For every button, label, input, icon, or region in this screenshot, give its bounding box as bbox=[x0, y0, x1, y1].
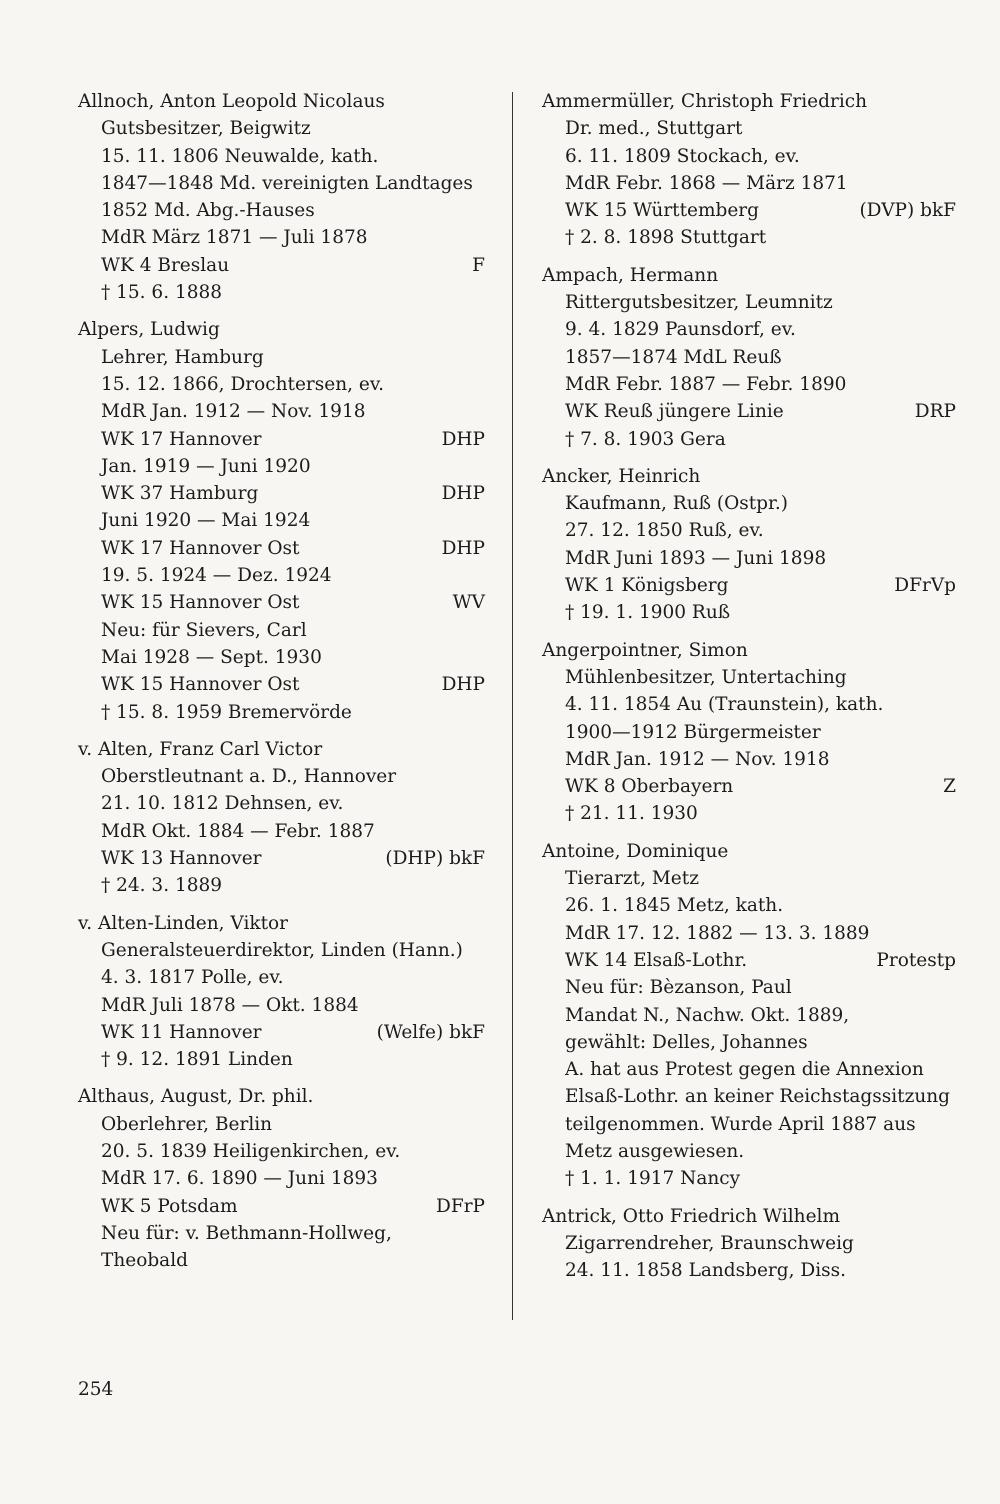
entry-line bbox=[542, 664, 956, 691]
entry-line-text: gewählt: Delles, Johannes bbox=[565, 1031, 808, 1053]
entry-name: Antoine, Dominique bbox=[542, 840, 729, 862]
party-label: DFrVp bbox=[894, 575, 956, 597]
entry-line-text: Mandat N., Nachw. Okt. 1889, bbox=[565, 1004, 850, 1026]
biography-entry bbox=[542, 838, 956, 1193]
entry-name: Althaus, August, Dr. phil. bbox=[78, 1086, 314, 1108]
entry-name: Antrick, Otto Friedrich Wilhelm bbox=[542, 1205, 841, 1227]
entry-line-text: † 2. 8. 1898 Stuttgart bbox=[565, 227, 767, 249]
party-label: DRP bbox=[914, 401, 956, 423]
entry-line-text: 24. 11. 1858 Landsberg, Diss. bbox=[565, 1260, 846, 1282]
entry-line bbox=[78, 426, 485, 453]
entry-line-text: Generalsteuerdirektor, Linden (Hann.) bbox=[101, 939, 463, 961]
biography-entry bbox=[542, 637, 956, 828]
entry-line-text: teilgenommen. Wurde April 1887 aus bbox=[565, 1113, 916, 1135]
biography-entry bbox=[542, 262, 956, 453]
entry-line bbox=[78, 279, 485, 306]
entry-line-text: A. hat aus Protest gegen die Annexion bbox=[565, 1059, 924, 1081]
entry-line-text: † 15. 6. 1888 bbox=[101, 282, 223, 304]
party-label: (Welfe) bkF bbox=[376, 1021, 485, 1043]
entry-line-text: Mai 1928 — Sept. 1930 bbox=[101, 646, 322, 668]
party-label: F bbox=[472, 254, 485, 276]
entry-line-text: 27. 12. 1850 Ruß, ev. bbox=[565, 520, 764, 542]
entry-line-text: Gutsbesitzer, Beigwitz bbox=[101, 118, 311, 140]
entry-line bbox=[78, 252, 485, 279]
entry-line-text: 21. 10. 1812 Dehnsen, ev. bbox=[101, 793, 344, 815]
entry-name: v. Alten-Linden, Viktor bbox=[78, 912, 289, 934]
entry-line bbox=[542, 1111, 956, 1138]
entry-line bbox=[542, 545, 956, 572]
entry-line-text: Tierarzt, Metz bbox=[565, 868, 699, 890]
party-label: WV bbox=[452, 592, 485, 614]
entry-line-text: † 15. 8. 1959 Bremervörde bbox=[101, 701, 352, 723]
entry-line bbox=[542, 800, 956, 827]
entry-line-text: Jan. 1919 — Juni 1920 bbox=[101, 455, 311, 477]
entry-line bbox=[78, 1193, 485, 1220]
entry-line bbox=[542, 344, 956, 371]
entry-line bbox=[78, 589, 485, 616]
entry-line bbox=[542, 947, 956, 974]
entry-line bbox=[78, 992, 485, 1019]
entry-line-text: 1852 Md. Abg.-Hauses bbox=[101, 200, 315, 222]
entry-line-text: Oberstleutnant a. D., Hannover bbox=[101, 766, 397, 788]
entry-line bbox=[78, 507, 485, 534]
entry-line-text: 15. 12. 1866, Drochtersen, ev. bbox=[101, 373, 384, 395]
entry-line bbox=[78, 143, 485, 170]
entry-line-text: MdR 17. 12. 1882 — 13. 3. 1889 bbox=[565, 922, 870, 944]
right-column bbox=[542, 88, 956, 1294]
biography-entry bbox=[78, 316, 485, 725]
entry-line-text: WK 5 Potsdam bbox=[101, 1195, 238, 1217]
entry-line-text: 6. 11. 1809 Stockach, ev. bbox=[565, 145, 800, 167]
entry-line-text: † 7. 8. 1903 Gera bbox=[565, 428, 726, 450]
biography-entry bbox=[78, 736, 485, 900]
entry-line-text: MdR Juni 1893 — Juni 1898 bbox=[565, 547, 827, 569]
entry-line-text: WK 17 Hannover Ost bbox=[101, 537, 300, 559]
entry-name: Ammermüller, Christoph Friedrich bbox=[542, 91, 868, 112]
entry-line-text: 26. 1. 1845 Metz, kath. bbox=[565, 895, 784, 917]
entry-line bbox=[542, 1165, 956, 1192]
biography-entry bbox=[78, 1083, 485, 1274]
entry-line bbox=[78, 699, 485, 726]
entry-line bbox=[78, 371, 485, 398]
entry-line-text: † 24. 3. 1889 bbox=[101, 875, 223, 897]
entry-line-text: 9. 4. 1829 Paunsdorf, ev. bbox=[565, 319, 796, 341]
entry-line-text: Neu für: v. Bethmann-Hollweg, bbox=[101, 1222, 392, 1244]
entry-line bbox=[78, 964, 485, 991]
entry-line-text: MdR Okt. 1884 — Febr. 1887 bbox=[101, 820, 375, 842]
entry-line-text: 1900—1912 Bürgermeister bbox=[565, 721, 821, 743]
entry-name: v. Alten, Franz Carl Victor bbox=[78, 738, 323, 760]
entry-line-text: WK 15 Hannover Ost bbox=[101, 674, 300, 696]
entry-line bbox=[78, 644, 485, 671]
entry-line bbox=[542, 974, 956, 1001]
party-label: DHP bbox=[441, 428, 485, 450]
entry-line bbox=[78, 1046, 485, 1073]
party-label: (DHP) bkF bbox=[385, 848, 485, 870]
entry-line bbox=[542, 1230, 956, 1257]
entry-line-text: 4. 3. 1817 Polle, ev. bbox=[101, 967, 284, 989]
entry-line-text: † 19. 1. 1900 Ruß bbox=[565, 602, 731, 624]
entry-line bbox=[78, 398, 485, 425]
entry-line-text: Dr. med., Stuttgart bbox=[565, 118, 743, 140]
entry-line bbox=[78, 115, 485, 142]
entry-name: Angerpointner, Simon bbox=[542, 639, 748, 661]
entry-line-text: WK 4 Breslau bbox=[101, 254, 230, 276]
entry-line bbox=[542, 691, 956, 718]
entry-line bbox=[78, 480, 485, 507]
entry-line bbox=[542, 572, 956, 599]
entry-line bbox=[78, 818, 485, 845]
entry-line-text: Zigarrendreher, Braunschweig bbox=[565, 1232, 854, 1254]
entry-line bbox=[542, 517, 956, 544]
entry-line bbox=[542, 746, 956, 773]
entry-line bbox=[78, 535, 485, 562]
entry-line-text: MdR Jan. 1912 — Nov. 1918 bbox=[565, 748, 830, 770]
entry-line bbox=[542, 1257, 956, 1284]
entry-line-text: † 1. 1. 1917 Nancy bbox=[565, 1168, 741, 1190]
entry-line-text: 1857—1874 MdL Reuß bbox=[565, 346, 782, 368]
entry-line-text: † 9. 12. 1891 Linden bbox=[101, 1049, 293, 1071]
entry-line-text: Oberlehrer, Berlin bbox=[101, 1113, 273, 1135]
entry-line bbox=[542, 892, 956, 919]
entry-line bbox=[542, 289, 956, 316]
entry-line-text: WK Reuß jüngere Linie bbox=[565, 401, 784, 423]
entry-line-text: WK 14 Elsaß-Lothr. bbox=[565, 949, 748, 971]
entry-line bbox=[542, 197, 956, 224]
entry-line-text: WK 8 Oberbayern bbox=[565, 776, 734, 798]
entry-line-text: WK 15 Württemberg bbox=[565, 200, 759, 222]
biography-entry bbox=[542, 1203, 956, 1285]
entry-line-text: 19. 5. 1924 — Dez. 1924 bbox=[101, 565, 332, 587]
entry-line bbox=[78, 1111, 485, 1138]
page-number: 254 bbox=[78, 1379, 114, 1400]
entry-line-text: WK 15 Hannover Ost bbox=[101, 592, 300, 614]
entry-line bbox=[78, 937, 485, 964]
party-label: Protestp bbox=[876, 949, 956, 971]
party-label: Z bbox=[943, 776, 956, 798]
entry-line-text: 4. 11. 1854 Au (Traunstein), kath. bbox=[565, 694, 884, 716]
entry-line bbox=[542, 371, 956, 398]
entry-line bbox=[542, 719, 956, 746]
entry-line bbox=[78, 224, 485, 251]
entry-line bbox=[542, 1056, 956, 1083]
entry-line-text: 1847—1848 Md. vereinigten Landtages bbox=[101, 172, 473, 194]
entry-line-text: Lehrer, Hamburg bbox=[101, 346, 264, 368]
entry-line bbox=[78, 671, 485, 698]
entry-line bbox=[78, 1138, 485, 1165]
biography-entry bbox=[78, 88, 485, 306]
entry-line-text: Rittergutsbesitzer, Leumnitz bbox=[565, 292, 833, 314]
entry-line-text: MdR Juli 1878 — Okt. 1884 bbox=[101, 994, 359, 1016]
entry-name: Ampach, Hermann bbox=[542, 264, 719, 286]
entry-line bbox=[542, 1138, 956, 1165]
party-label: DHP bbox=[441, 483, 485, 505]
entry-line-text: MdR 17. 6. 1890 — Juni 1893 bbox=[101, 1168, 378, 1190]
entry-line bbox=[542, 224, 956, 251]
entry-line bbox=[542, 426, 956, 453]
entry-name: Alpers, Ludwig bbox=[78, 319, 220, 341]
entry-line-text: † 21. 11. 1930 bbox=[565, 803, 698, 825]
entry-line bbox=[78, 1247, 485, 1274]
entry-line-text: 20. 5. 1839 Heiligenkirchen, ev. bbox=[101, 1140, 401, 1162]
entry-line bbox=[542, 316, 956, 343]
entry-line-text: MdR Febr. 1887 — Febr. 1890 bbox=[565, 373, 847, 395]
entry-line bbox=[542, 170, 956, 197]
biography-entry bbox=[78, 910, 485, 1074]
left-column bbox=[78, 88, 485, 1284]
entry-line bbox=[78, 790, 485, 817]
entry-line bbox=[78, 763, 485, 790]
entry-line-text: Elsaß-Lothr. an keiner Reichstagssitzung bbox=[565, 1086, 951, 1108]
entry-line bbox=[78, 1019, 485, 1046]
entry-line-text: MdR Jan. 1912 — Nov. 1918 bbox=[101, 401, 366, 423]
entry-line bbox=[78, 1165, 485, 1192]
entry-line bbox=[78, 344, 485, 371]
entry-line bbox=[542, 490, 956, 517]
party-label: DHP bbox=[441, 674, 485, 696]
entry-line-text: WK 37 Hamburg bbox=[101, 483, 259, 505]
entry-line bbox=[78, 453, 485, 480]
entry-line bbox=[542, 1029, 956, 1056]
entry-line bbox=[78, 845, 485, 872]
entry-line bbox=[78, 562, 485, 589]
entry-line bbox=[78, 872, 485, 899]
entry-line bbox=[542, 773, 956, 800]
biography-entry bbox=[542, 463, 956, 627]
entry-line bbox=[542, 398, 956, 425]
entry-line-text: WK 17 Hannover bbox=[101, 428, 262, 450]
entry-line bbox=[78, 170, 485, 197]
entry-line bbox=[542, 1083, 956, 1110]
entry-line-text: Mühlenbesitzer, Untertaching bbox=[565, 666, 847, 688]
entry-line-text: MdR Febr. 1868 — März 1871 bbox=[565, 172, 848, 194]
entry-line bbox=[542, 920, 956, 947]
entry-name: Ancker, Heinrich bbox=[542, 465, 701, 487]
entry-line bbox=[78, 1220, 485, 1247]
entry-name: Allnoch, Anton Leopold Nicolaus bbox=[78, 91, 385, 112]
entry-line bbox=[542, 865, 956, 892]
biography-entry bbox=[542, 88, 956, 252]
party-label: DHP bbox=[441, 537, 485, 559]
entry-line-text: WK 13 Hannover bbox=[101, 848, 262, 870]
entry-line-text: Metz ausgewiesen. bbox=[565, 1140, 745, 1162]
entry-line-text: Theobald bbox=[101, 1250, 188, 1272]
column-divider bbox=[512, 92, 513, 1320]
entry-line bbox=[542, 115, 956, 142]
entry-line-text: 15. 11. 1806 Neuwalde, kath. bbox=[101, 145, 379, 167]
entry-line-text: Neu: für Sievers, Carl bbox=[101, 619, 307, 641]
party-label: DFrP bbox=[436, 1195, 485, 1217]
entry-line bbox=[542, 143, 956, 170]
entry-line bbox=[542, 1002, 956, 1029]
party-label: (DVP) bkF bbox=[859, 200, 956, 222]
entry-line bbox=[542, 599, 956, 626]
entry-line-text: Juni 1920 — Mai 1924 bbox=[101, 510, 311, 532]
entry-line-text: Neu für: Bèzanson, Paul bbox=[565, 977, 792, 999]
entry-line bbox=[78, 617, 485, 644]
entry-line-text: Kaufmann, Ruß (Ostpr.) bbox=[565, 493, 788, 515]
entry-line-text: WK 11 Hannover bbox=[101, 1021, 262, 1043]
entry-line-text: MdR März 1871 — Juli 1878 bbox=[101, 227, 368, 249]
entry-line-text: WK 1 Königsberg bbox=[565, 575, 729, 597]
entry-line bbox=[78, 197, 485, 224]
